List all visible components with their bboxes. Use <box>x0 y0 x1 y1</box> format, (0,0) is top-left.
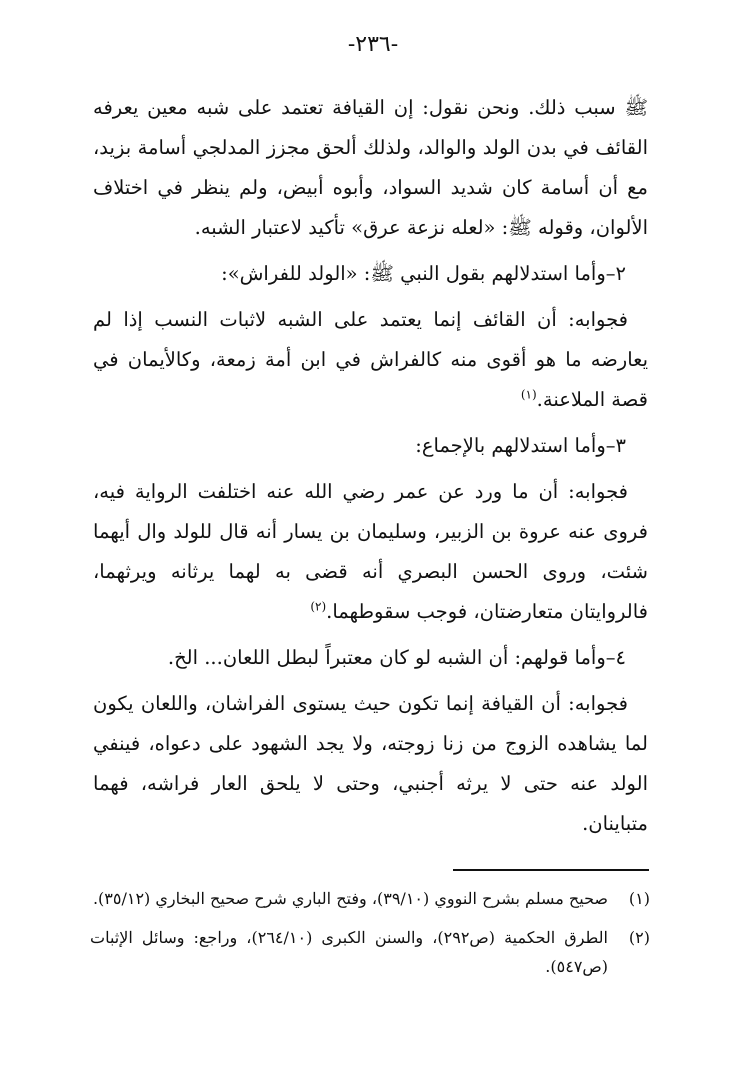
footnote-separator <box>453 869 649 871</box>
answer-point-2-text: فجوابه: أن القائف إنما يعتمد على الشبه لاثبات النسب إذا لم يعارضه ما هو أقوى منه كالفراش في ابن أمة زمعة، وكالأيمان في قصة الملاعنة. <box>93 308 648 411</box>
footnote-2-number: (٢) <box>628 928 650 947</box>
footnote-2-text: الطرق الحكمية (ص٢٩٢)، والسنن الكبرى (٢٦٤/١٠)، وراجع: وسائل الإثبات (ص٥٤٧). <box>90 928 608 976</box>
heading-point-3: ٣–وأما استدلالهم بالإجماع: <box>415 434 626 457</box>
footnote-1-number: (١) <box>628 889 650 908</box>
answer-point-2 <box>93 300 648 420</box>
answer-point-3 <box>93 472 648 632</box>
footnote-2 <box>90 923 650 981</box>
footnote-1 <box>90 884 650 913</box>
footnote-ref-1: (١) <box>520 387 537 402</box>
footnote-1-text: صحيح مسلم بشرح النووي (٣٩/١٠)، وفتح الباري شرح صحيح البخاري (٣٥/١٢). <box>92 889 608 908</box>
heading-point-2: ٢–وأما استدلالهم بقول النبي ﷺ: «الولد للفراش»: <box>221 262 626 285</box>
footnotes <box>90 884 650 991</box>
page-number: -٢٣٦- <box>347 32 399 57</box>
heading-point-4: ٤–وأما قولهم: أن الشبه لو كان معتبراً لبطل اللعان... الخ. <box>167 646 626 669</box>
footnote-ref-2: (٢) <box>310 599 327 614</box>
paragraph-intro: ﷺ سبب ذلك. ونحن نقول: إن القيافة تعتمد على شبه معين يعرفه القائف في بدن الولد والوالد، ولذلك ألحق مجزز المدلجي أسامة بزيد، مع أن أسامة كان شديد السواد، وأبوه أبيض، ولم ينظر في اختلاف الألوان، وقوله ﷺ: «لعله نزعة عرق» تأكيد لاعتبار الشبه. <box>93 96 648 239</box>
answer-point-3-text: فجوابه: أن ما ورد عن عمر رضي الله عنه اختلفت الرواية فيه، فروى عنه عروة بن الزبير، وسليمان بن يسار أنه قال للولد وال أيهما شئت، وروى الحسن البصري أنه قضى به لهما يرثانه ويرثهما، فالروايتان متعارضتان، فوجب سقوطهما. <box>93 480 648 623</box>
main-text <box>93 88 648 850</box>
answer-point-4: فجوابه: أن القيافة إنما تكون حيث يستوى الفراشان، واللعان يكون لما يشاهده الزوج من زنا زوجته، ولا يجد الشهود على دعواه، فينفي الولد عنه حتى لا يرثه أجنبي، وحتى لا يلحق العار فراشه، فهما متباينان. <box>93 692 648 835</box>
